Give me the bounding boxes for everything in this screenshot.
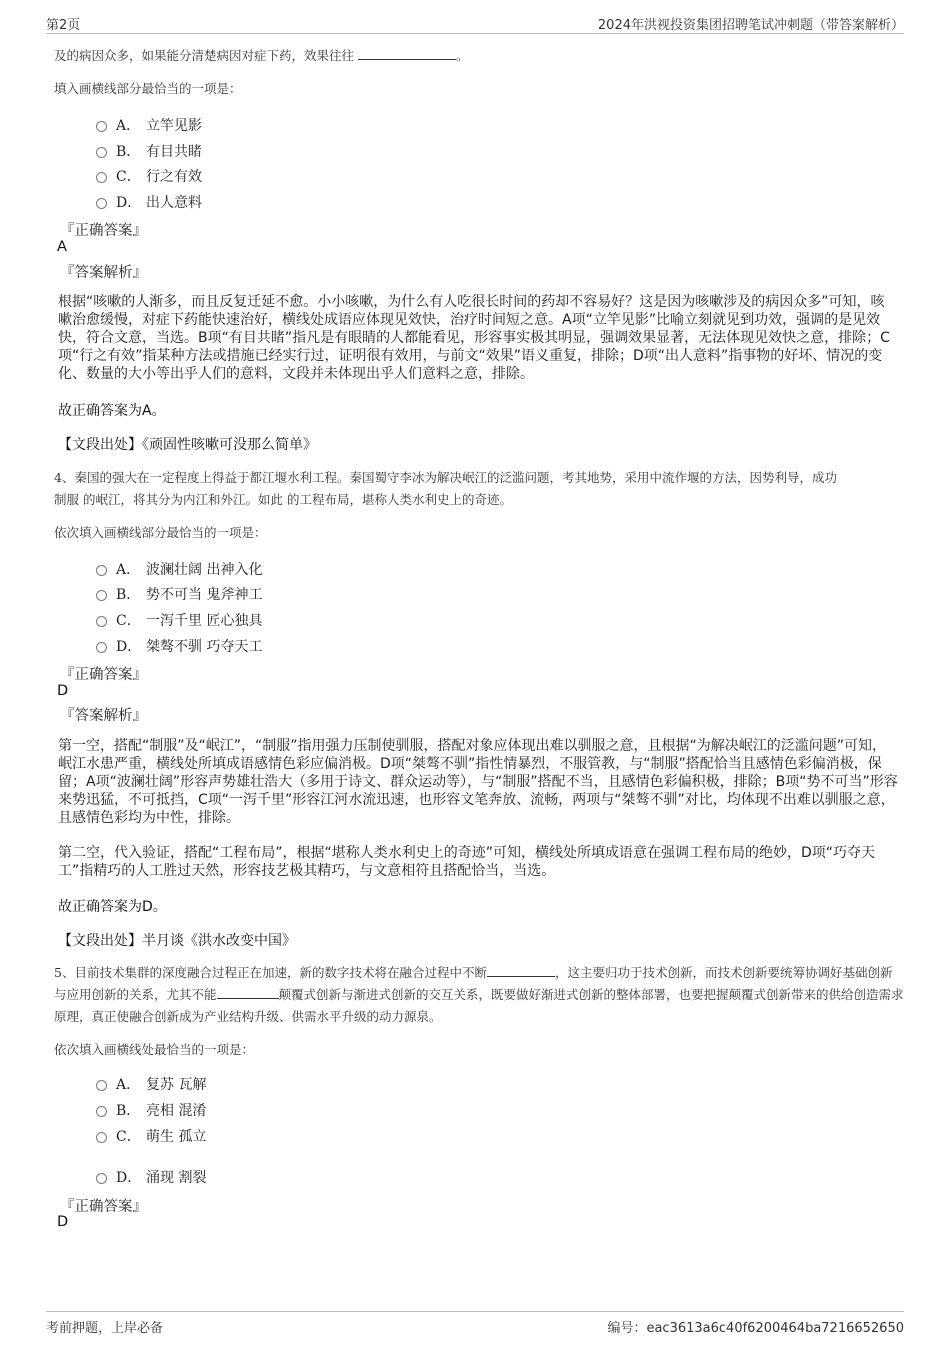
option-letter: A． (116, 562, 141, 578)
q4-answer: D (57, 683, 69, 699)
option-text: 立竿见影 (146, 118, 202, 134)
option-text: 波澜壮阔 出神入化 (146, 562, 263, 578)
option-letter: B． (116, 587, 141, 603)
q3-option-b[interactable] (96, 141, 202, 161)
document-code-label: 编号： (607, 1321, 647, 1336)
option-text: 出人意料 (146, 195, 202, 211)
page-footer (46, 1311, 904, 1334)
option-text: 一泻千里 匠心独具 (146, 613, 263, 629)
option-letter: D． (116, 195, 142, 211)
option-letter: C． (116, 613, 141, 629)
radio-icon[interactable] (96, 616, 107, 627)
q3-analysis: 根据“咳嗽的人渐多，而且反复迁延不愈。小小咳嗽，为什么有人吃很长时间的药却不容易好？这是因为咳嗽涉及的病因众多”可知，咳嗽治愈缓慢，对症下药能快速治好，横线处成语应体现见效快，治疗时间短之意。A项“立竿见影”比喻立刻就见到功效，强调的是见效快，符合文意，当选。B项“有目共睹”指凡是有眼睛的人都能看见，形容事实极其明显，强调效果显著，无法体现见效快之意，排除；C项“行之有效”指某种方法或措施已经实行过，证明很有效用，与前文“效果”语义重复，排除；D项“出人意料”指事物的好坏、情况的变化、数量的大小等出乎人们的意料，文段并未体现出乎人们意料之意，排除。 (58, 294, 890, 382)
radio-icon[interactable] (96, 1080, 107, 1091)
q5-option-c[interactable] (96, 1126, 206, 1146)
radio-icon[interactable] (96, 198, 107, 209)
radio-icon[interactable] (96, 1173, 107, 1184)
q3-blank (358, 47, 456, 60)
q4-option-c[interactable] (96, 610, 262, 630)
option-letter: D． (116, 639, 142, 655)
q3-source: 【文段出处】《顽固性咳嗽可没那么简单》 (58, 437, 317, 453)
option-text: 萌生 孤立 (146, 1129, 207, 1145)
q3-analysis-label: 『答案解析』 (60, 265, 147, 281)
q4-analysis-1: 第一空，搭配“制服”及“岷江”，“制服”指用强力压制使驯服，搭配对象应体现出难以驯服之意，且根据“为解决岷江的泛滥问题”可知，岷江水患严重，横线处所填成语感情色彩应偏消极。D项“桀骜不驯”指性情暴烈，不服管教，与“制服”搭配恰当且感情色彩偏消极，保留；A项“波澜壮阔”形容声势雄壮浩大（多用于诗文、群众运动等），与“制服”搭配不当，且感情色彩偏积极，排除；B项“势不可当”形容来势迅猛，不可抵挡，C项“一泻千里”形容江河水流迅速，也形容文笔奔放、流畅，两项与“桀骜不驯”对比，均体现不出难以驯服之意，且感情色彩均为中性，排除。 (58, 738, 898, 826)
q3-continuation (54, 46, 469, 64)
option-letter: A． (116, 1077, 141, 1093)
q5-text-part-3: 颠覆式创新与渐进式创新的交互关系，既要做好渐进式创新的整体部署，也要把握颠覆式创新带来的供给创造需求原理，真正使融合创新成为产业结构升级、供需水平升级的动力源泉。 (54, 987, 904, 1024)
radio-icon[interactable] (96, 590, 107, 601)
q5-text-part-1: 5、目前技术集群的深度融合过程正在加速，新的数字技术将在融合过程中不断 (54, 965, 487, 980)
radio-icon[interactable] (96, 121, 107, 132)
option-text: 势不可当 鬼斧神工 (146, 587, 263, 603)
q4-answer-label: 『正确答案』 (60, 667, 147, 683)
option-letter: C． (116, 169, 141, 185)
footer-slogan: 考前押题，上岸必备 (46, 1321, 164, 1336)
q3-text-after-blank: 。 (456, 48, 469, 63)
q3-option-d[interactable] (96, 192, 202, 212)
page-header (46, 14, 904, 34)
q3-option-a[interactable] (96, 115, 202, 135)
q5-blank-2 (217, 986, 279, 999)
option-letter: B． (116, 1103, 141, 1119)
radio-icon[interactable] (96, 147, 107, 158)
document-code-value: eac3613a6c40f6200464ba7216652650 (646, 1321, 904, 1336)
q4-analysis-label: 『答案解析』 (60, 708, 147, 724)
q5-instruction: 依次填入画横线处最恰当的一项是： (54, 1042, 255, 1057)
q4-option-a[interactable] (96, 559, 262, 579)
q3-conclusion: 故正确答案为A。 (58, 403, 166, 419)
q4-text-line-2: 制服 的岷江，将其分为内江和外江。如此 的工程布局，堪称人类水利史上的奇迹。 (54, 492, 512, 507)
option-text: 行之有效 (146, 169, 202, 185)
q3-option-c[interactable] (96, 166, 202, 186)
q4-text-line-1: 4、秦国的强大在一定程度上得益于都江堰水利工程。秦国蜀守李冰为解决岷江的泛滥问题，考其地势，采用中流作堰的方法，因势利导，成功 (54, 470, 837, 485)
q4-source: 【文段出处】半月谈《洪水改变中国》 (58, 933, 296, 949)
option-text: 亮相 混淆 (146, 1103, 207, 1119)
q5-answer: D (57, 1214, 69, 1230)
q3-answer: A (57, 239, 67, 255)
q5-option-d[interactable] (96, 1167, 206, 1187)
q4-text (54, 467, 904, 511)
q5-option-b[interactable] (96, 1100, 206, 1120)
q4-analysis-2: 第二空，代入验证，搭配“工程布局”，根据“堪称人类水利史上的奇迹”可知，横线处所填成语意在强调工程布局的绝妙，D项“巧夺天工”指精巧的人工胜过天然，形容技艺极其精巧，与文意相符且搭配恰当，当选。 (58, 845, 876, 879)
q5-answer-label: 『正确答案』 (60, 1199, 147, 1215)
page-number: 第2页 (46, 18, 81, 33)
q5-blank-1 (487, 964, 555, 977)
option-text: 有目共睹 (146, 144, 202, 160)
option-letter: D． (116, 1170, 142, 1186)
radio-icon[interactable] (96, 1132, 107, 1143)
q4-conclusion: 故正确答案为D。 (58, 899, 167, 915)
q5-text (54, 962, 904, 1028)
q4-option-b[interactable] (96, 584, 262, 604)
q4-option-d[interactable] (96, 636, 262, 656)
document-title: 2024年洪视投资集团招聘笔试冲刺题（带答案解析） (597, 18, 904, 33)
q4-instruction: 依次填入画横线部分最恰当的一项是： (54, 525, 267, 540)
q5-option-a[interactable] (96, 1074, 206, 1094)
document-code (607, 1317, 904, 1336)
option-text: 桀骜不驯 巧夺天工 (146, 639, 263, 655)
radio-icon[interactable] (96, 1106, 107, 1117)
q3-answer-label: 『正确答案』 (60, 223, 147, 239)
radio-icon[interactable] (96, 565, 107, 576)
option-text: 复苏 瓦解 (146, 1077, 207, 1093)
q3-instruction: 填入画横线部分最恰当的一项是： (54, 81, 242, 96)
option-letter: B． (116, 144, 141, 160)
radio-icon[interactable] (96, 172, 107, 183)
q5-text-part-2: ，这主要归功于技术创新，而技术创新要统筹协调好基础创新与应用创新的关系，尤其不能 (54, 965, 893, 1002)
radio-icon[interactable] (96, 642, 107, 653)
option-text: 涌现 割裂 (146, 1170, 207, 1186)
q3-text-before-blank: 及的病因众多，如果能分清楚病因对症下药，效果往往 (54, 48, 355, 63)
option-letter: A． (116, 118, 141, 134)
option-letter: C． (116, 1129, 141, 1145)
